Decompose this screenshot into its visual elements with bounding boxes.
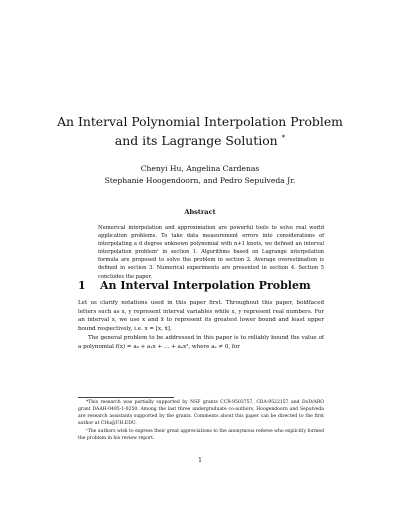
paper-title [40, 113, 360, 149]
title-footnote-mark: * [281, 134, 286, 142]
section-number: 1 [78, 279, 86, 292]
footnote-1: *This research was partially supported by NSF grants CCR-9503757, CDA-9522157 and DoD/ARO grant DAAH-0495-1-0250. Among the last three undergraduate co-authors, Hoogendoorn and Sepulveda are research assistants supported by the grants. Comments about this paper can be directed to the first author at CHu@UH.EDU. [78, 400, 324, 427]
body-paragraph-2: The general problem to be addressed in this paper is to reliably bound the value of a polynomial f(x) = a₀ + a₁x + … + aₐxᵈ, where aₐ ≠ 0, for [78, 335, 324, 350]
abstract-heading: Abstract [184, 208, 216, 216]
footnotes [78, 399, 324, 444]
section-body [78, 299, 324, 353]
author-block [40, 163, 360, 187]
title-line-2 [40, 130, 360, 149]
section-heading [78, 279, 311, 292]
section-title: An Interval Interpolation Problem [100, 279, 311, 292]
abstract-text: Numerical interpolation and approximation are powerful tools to solve real world application problems. To take data measurement errors into considerations of interpolating a d degree unknown polynomial with n+1 knots, we defined an interval interpolation problem¹ in section 1. Algorithms based on Lagrange interpolation formula are proposed to solve the problem in section 2. Average overestimation is defined in section 3. Numerical experiments are presented in section 4. Section 5 concludes the paper. [98, 225, 324, 280]
title-line-2-text: and its Lagrange Solution [114, 133, 278, 148]
title-line-1: An Interval Polynomial Interpolation Problem [57, 114, 343, 129]
page-number: 1 [198, 457, 202, 464]
body-paragraph-1: Let us clarify notations used in this paper first. Throughout this paper, boldfaced letters such as x, y represent interval variables while x, y represent real numbers. For an interval x, we use x and x̄ to represent its greatest lower bound and least upper bound respectively, i.e. x = [x, x̄]. [78, 300, 324, 332]
authors-line-1: Chenyi Hu, Angelina Cardenas [140, 164, 260, 173]
footnote-rule [78, 397, 174, 398]
footnote-2: ¹The authors wish to express their great appreciations to the anonymous referee who explicitly formed the problem in his review report. [78, 429, 324, 442]
authors-line-2: Stephanie Hoogendoorn, and Pedro Sepulveda Jr. [104, 176, 296, 185]
